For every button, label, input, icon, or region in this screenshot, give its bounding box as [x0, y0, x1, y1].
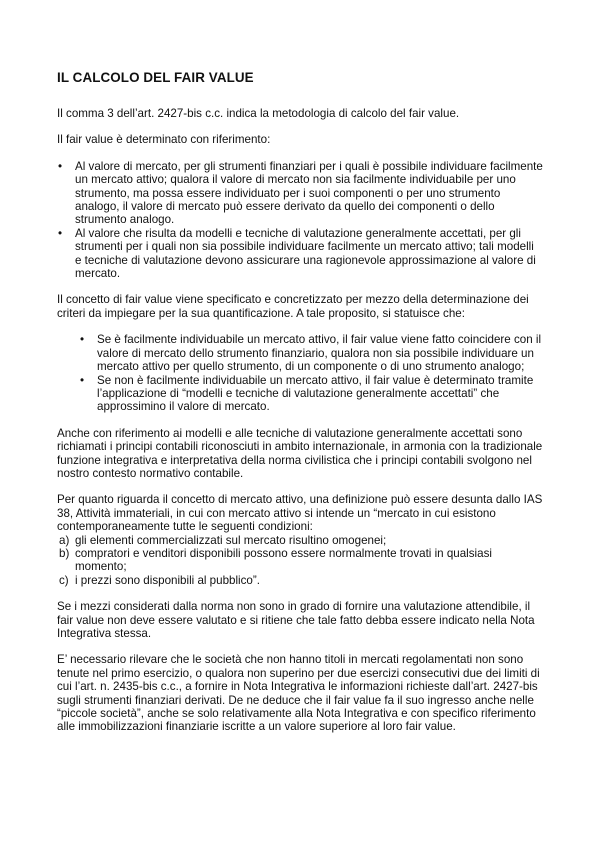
list-item-text: compratori e venditori disponibili possono essere normalmente trovati in qualsiasi momento; [75, 546, 492, 574]
paragraph-small-companies: E’ necessario rilevare che le società che non hanno titoli in mercati regolamentati non sono tenute nel primo esercizio, o qualora non superino per due esercizi consecutivi due dei limiti di cui l’art. n. 2435-bis c.c., a fornire in Nota Integrativa le informazioni richieste dall’art. 2427-bis sugli strumenti finanziari derivati. De ne deduce che il fair value fa il suo ingresso anche nelle “piccole società”, anche se solo relativamente alla Nota Integrativa e con specifico riferimento alle immobilizzazioni finanziarie iscritte a un valore superiore al loro fair value. [57, 653, 540, 734]
list-item: • Se è facilmente individuabile un mercato attivo, il fair value viene fatto coincidere con il valore di mercato dello strumento finanziario, qualora non sia possibile individuare un mercato attivo per quello strumento, di un componente o di uno strumento analogo; [79, 333, 543, 373]
list-item-text: gli elementi commercializzati sul mercato risultino omogenei; [75, 533, 387, 547]
page-title: IL CALCOLO DEL FAIR VALUE [57, 70, 254, 85]
list-item: • Al valore di mercato, per gli strumenti finanziari per i quali è possibile individuare facilmente un mercato attivo; qualora il valore di mercato non sia facilmente individuabile per uno strumento, ma possa essere individuato per i suoi componenti o per uno strumento analogo, il valore di mercato può essere derivato da quello dei componenti o dello strumento analogo. [57, 160, 543, 227]
list-marker: c) [59, 573, 69, 587]
list-item: • Se non è facilmente individuabile un mercato attivo, il fair value è determinato tramite l’applicazione di “modelli e tecniche di valutazione generalmente accettati” che approssimino il valore di mercato. [79, 374, 543, 414]
bullet-list-statements [79, 333, 543, 413]
paragraph-active-market: Per quanto riguarda il concetto di mercato attivo, una definizione può essere desunta dallo IAS 38, Attività immateriali, in cui con mercato attivo si intende un “mercato in cui esistono contemporaneamente tutte le seguenti condizioni: [57, 493, 543, 534]
bullet-list-criteria [57, 160, 543, 281]
document-body [57, 70, 543, 747]
list-item-text: i prezzi sono disponibili al pubblico”. [75, 573, 260, 587]
paragraph-concept: Il concetto di fair value viene specificato e concretizzato per mezzo della determinazione dei criteri da impiegare per la sua quantificazione. A tale proposito, si statuisce che: [57, 293, 529, 320]
lettered-list-conditions [57, 534, 543, 588]
list-item [57, 534, 543, 547]
list-marker: b) [59, 546, 70, 560]
paragraph-definition-lead: Il fair value è determinato con riferimento: [57, 133, 271, 147]
list-item [57, 574, 543, 587]
list-item: • Al valore che risulta da modelli e tecniche di valutazione generalmente accettati, per gli strumenti per i quali non sia possibile individuare facilmente un mercato attivo; tali modelli e tecniche di valutazione devono assicurare una ragionevole approssimazione al valore di mercato. [57, 227, 543, 281]
list-marker: a) [59, 533, 70, 547]
paragraph-intro: Il comma 3 dell’art. 2427-bis c.c. indica la metodologia di calcolo del fair value. [57, 107, 460, 120]
list-item [57, 547, 543, 574]
paragraph-reliability: Se i mezzi considerati dalla norma non sono in grado di fornire una valutazione attendibile, il fair value non deve essere valutato e si ritiene che tale fatto debba essere indicato nella Nota Integrativa stessa. [57, 600, 535, 640]
paragraph-models: Anche con riferimento ai modelli e alle tecniche di valutazione generalmente accettati sono richiamati i principi contabili riconosciuti in ambito internazionale, in armonia con la tradizionale funzione integrativa e interpretativa della norma civilistica che i principi contabili svolgono nel nostro contesto normativo contabile. [57, 426, 543, 480]
